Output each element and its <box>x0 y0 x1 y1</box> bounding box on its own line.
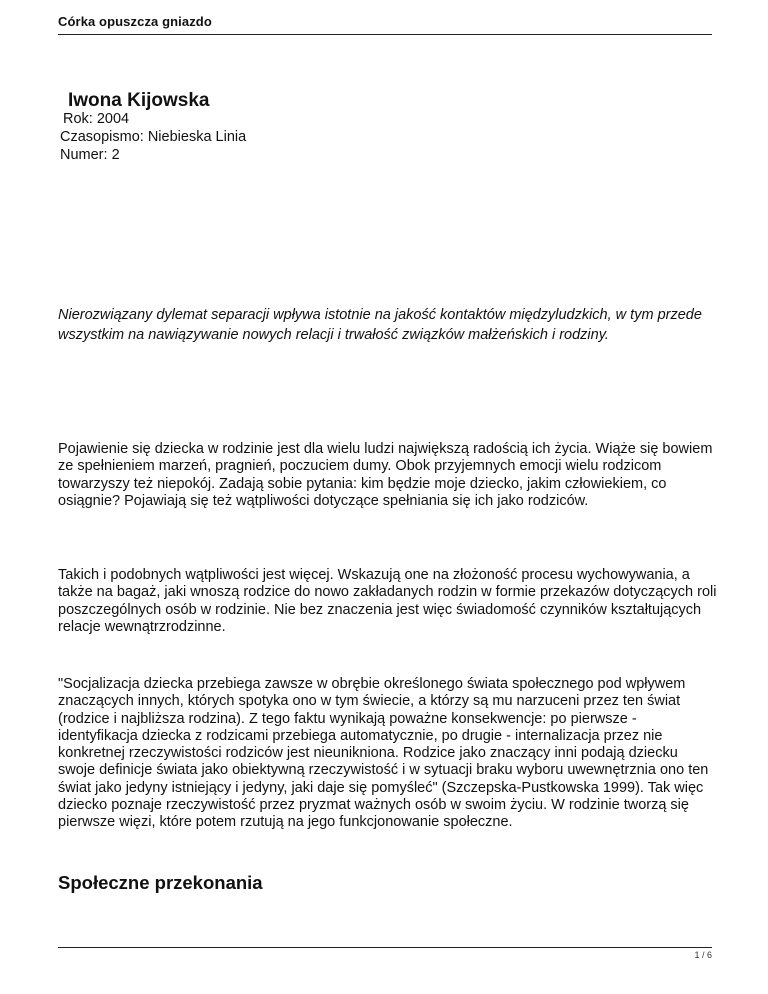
article-meta <box>60 110 246 164</box>
paragraph: Pojawienie się dziecka w rodzinie jest dla wielu ludzi największą radością ich życia. Wiąże się bowiem ze spełnieniem marzeń, pragnień, poczuciem dumy. Obok przyjemnych emocji wielu rodzicom towarzyszy też niepokój. Zadają sobie pytania: kim będzie moje dziecko, jakim człowiekiem, co osiągnie? Pojawiają się też wątpliwości dotyczące spełniania się ich jako rodziców. <box>58 441 713 509</box>
paragraph: Takich i podobnych wątpliwości jest więcej. Wskazują one na złożoność procesu wychowywania, a także na bagaż, jaki wnoszą rodzice do nowo zakładanych rodzin w formie przekazów dotyczących roli poszczególnych osób w rodzinie. Nie bez znaczenia jest więc świadomość czynników kształtujących relacje wewnątrzrodzinne. <box>58 567 717 635</box>
footer-divider <box>58 947 712 948</box>
section-heading: Społeczne przekonania <box>58 872 263 893</box>
page-number: 1 / 6 <box>694 950 712 960</box>
paragraph: "Socjalizacja dziecka przebiega zawsze w obrębie określonego świata społecznego pod wpływem znaczących innych, których spotyka ono w tym świecie, a którzy są mu narzuceni przez ten świat (rodzice i najbliższa rodzina). Z tego faktu wynikają poważne konsekwencje: po pierwsze - identyfikacja dziecka z rodzicami przebiega automatycznie, po drugie - internalizacja przez nie konkretnej rzeczywistości rodziców jest nieunikniona. Rodzice jako znaczący inni podają dziecku swoje definicje świata jako obiektywną rzeczywistość i w sytuacji braku wyboru uwewnętrznia ono ten świat jako jedyny istniejący i jedyny, jaki daje się pomyśleć" (Szczepska-Pustkowska 1999). Tak więc dziecko poznaje rzeczywistość przez pryzmat ważnych osób w swoim życiu. W rodzinie tworzą się pierwsze więzi, które potem rzutują na jego funkcjonowanie społeczne. <box>58 676 709 831</box>
document-header-title: Córka opuszcza gniazdo <box>58 14 212 29</box>
meta-number: Numer: 2 <box>60 147 120 163</box>
meta-journal: Czasopismo: Niebieska Linia <box>60 129 247 145</box>
meta-year: Rok: 2004 <box>63 111 130 127</box>
header-divider <box>58 34 712 35</box>
article-lead: Nierozwiązany dylemat separacji wpływa istotnie na jakość kontaktów międzyludzkich, w tym przede wszystkim na nawiązywanie nowych relacji i trwałość związków małżeńskich i rodziny. <box>58 307 702 343</box>
article-author: Iwona Kijowska <box>68 90 210 111</box>
